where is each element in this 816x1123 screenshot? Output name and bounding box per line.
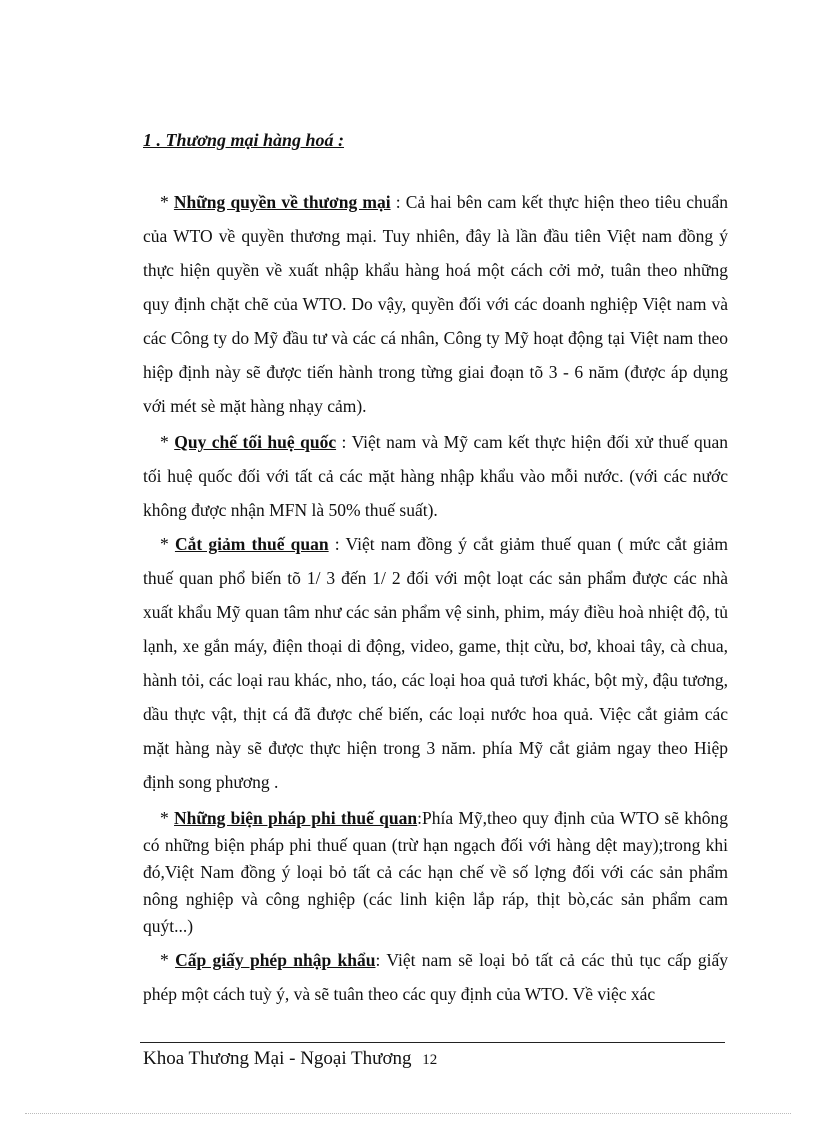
- paragraph-non-tariff: [143, 805, 728, 940]
- term-mfn: Quy chế tối huệ quốc: [174, 432, 337, 452]
- term-import-license: Cấp giấy phép nhập khẩu: [175, 950, 376, 970]
- page-bottom-border: [25, 1113, 791, 1114]
- term-trading-rights: Những quyền về thương mại: [173, 192, 391, 212]
- paragraph-text: : Cả hai bên cam kết thực hiện theo tiêu chuẩn của WTO về quyền thương mại. Tuy nhiên, đây là lần đầu tiên Việt nam đồng ý thực hiện quyền về xuất nhập khẩu hàng hoá một cách cởi mở, tuân theo những quy định chặt chẽ của WTO. Do vậy, quyền đối với các doanh nghiệp Việt nam và các Công ty do Mỹ đầu tư và các cá nhân, Công ty Mỹ hoạt động tại Việt nam theo hiệp định này sẽ được tiến hành trong từng giai đoạn tõ 3 - 6 năm (được áp dụng với mét sè mặt hàng nhạy cảm).: [143, 192, 729, 416]
- bullet-marker: *: [160, 192, 169, 212]
- paragraph-text: :Phía Mỹ,theo quy định của WTO sẽ không có những biện pháp phi thuế quan (trừ hạn ngạch đối với hàng dệt may);trong khi đó,Việt Nam đồng ý loại bỏ tất cả các hạn chế về số lợng đối với các sản phẩm nông nghiệp và công nghiệp (các linh kiện lắp ráp, thịt bò,các sản phẩm cam quýt...): [143, 808, 729, 936]
- footer-label: Khoa Thương Mại - Ngoại Thương: [143, 1048, 412, 1069]
- bullet-marker: *: [160, 950, 169, 970]
- page-number: 12: [422, 1052, 438, 1068]
- footer-divider: [140, 1042, 725, 1043]
- term-tariff-cuts: Cắt giảm thuế quan: [174, 534, 329, 554]
- paragraph-text: : Việt nam sẽ loại bỏ tất cả các thủ tục cấp giấy phép một cách tuỳ ý, và sẽ tuân theo các quy định của WTO. Về việc xác: [143, 950, 728, 1004]
- bullet-marker: *: [160, 808, 169, 828]
- bullet-marker: *: [160, 534, 169, 554]
- paragraph-text: : Việt nam đồng ý cắt giảm thuế quan ( mức cắt giảm thuế quan phổ biến tõ 1/ 3 đến 1/ 2 đối với một loạt các sản phẩm được các nhà xuất khẩu Mỹ quan tâm như các sản phẩm vệ sinh, phim, máy điều hoà nhiệt độ, tủ lạnh, xe gắn máy, điện thoại di động, video, game, thịt cừu, bơ, khoai tây, cà chua, hành tỏi, các loại rau khác, nho, táo, các loại hoa quả tươi khác, bột mỳ, đậu tương, dầu thực vật, thịt cá đã được chế biến, các loại nước hoa quả. Việc cắt giảm các mặt hàng này sẽ được thực hiện trong 3 năm. phía Mỹ cắt giảm ngay theo Hiệp định song phương .: [143, 534, 729, 792]
- section-heading: 1 . Thương mại hàng hoá :: [143, 130, 344, 150]
- paragraph-text: : Việt nam và Mỹ cam kết thực hiện đối xử thuế quan tối huệ quốc đối với tất cả các mặt hàng nhập khẩu vào mỗi nước. (với các nước không được nhận MFN là 50% thuế suất).: [143, 432, 728, 520]
- term-non-tariff: Những biện pháp phi thuế quan: [174, 808, 418, 828]
- bullet-marker: *: [160, 432, 169, 452]
- paragraph-tariff-cuts: [143, 527, 728, 799]
- paragraph-import-license: [143, 943, 728, 1011]
- page-footer: [143, 1048, 437, 1070]
- paragraph-trading-rights: [143, 185, 728, 423]
- paragraph-mfn: [143, 425, 728, 527]
